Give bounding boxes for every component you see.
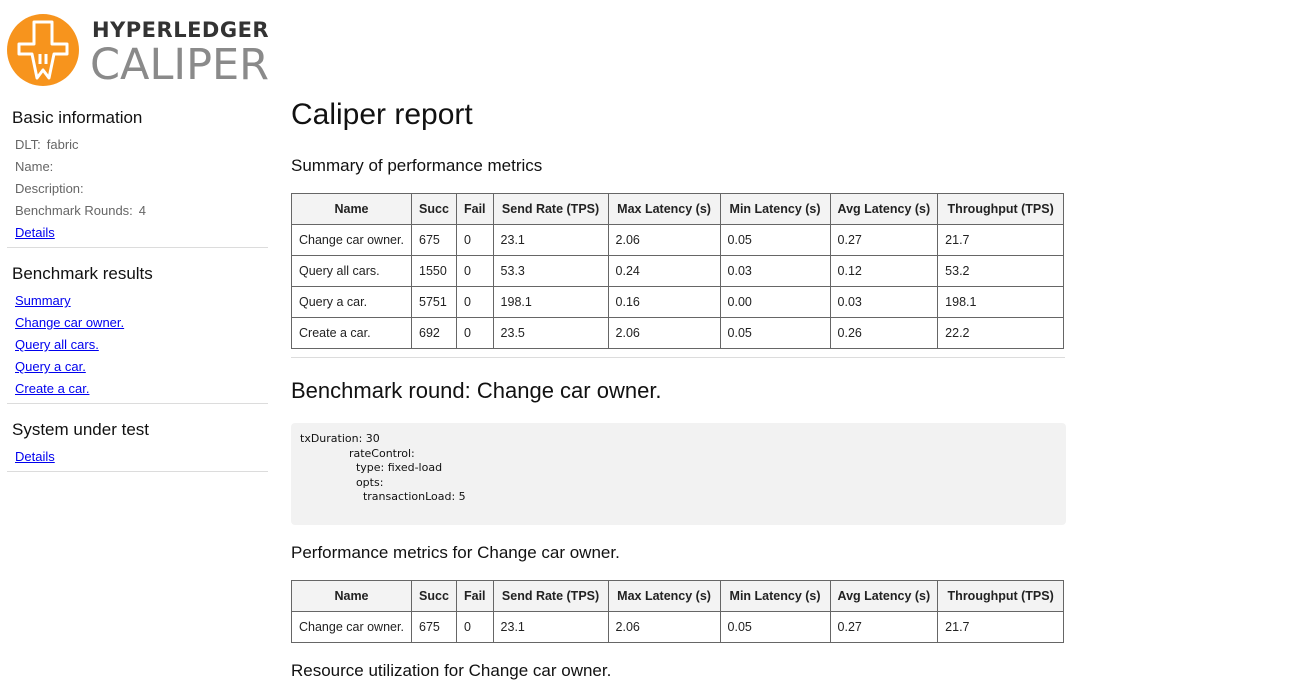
table-cell: 21.7	[938, 612, 1064, 643]
column-header: Succ	[412, 194, 457, 225]
table-cell: 0.05	[720, 318, 830, 349]
table-cell: 21.7	[938, 225, 1064, 256]
table-cell: 53.2	[938, 256, 1064, 287]
info-label: Benchmark Rounds:	[15, 203, 133, 218]
table-cell: Create a car.	[292, 318, 412, 349]
table-cell: 0.26	[830, 318, 938, 349]
table-cell: 0	[457, 256, 494, 287]
table-cell: 53.3	[493, 256, 608, 287]
results-link-summary[interactable]: Summary	[15, 293, 71, 308]
table-cell: 198.1	[938, 287, 1064, 318]
table-row	[292, 287, 1064, 318]
table-cell: Change car owner.	[292, 612, 412, 643]
column-header: Send Rate (TPS)	[493, 194, 608, 225]
table-cell: 0.03	[830, 287, 938, 318]
info-value: 4	[138, 203, 147, 218]
results-link-query-all-cars[interactable]: Query all cars.	[15, 337, 99, 352]
table-cell: 0.24	[608, 256, 720, 287]
info-row-description	[15, 178, 268, 200]
benchmark-round-heading: Benchmark round: Change car owner.	[291, 378, 662, 403]
info-label: DLT:	[15, 137, 41, 152]
info-value: fabric	[46, 137, 79, 152]
table-cell: 675	[412, 612, 457, 643]
system-under-test-title: System under test	[12, 420, 150, 439]
table-header-row	[292, 194, 1064, 225]
table-cell: 0.03	[720, 256, 830, 287]
results-link-change-car-owner[interactable]: Change car owner.	[15, 315, 125, 330]
results-link-create-a-car[interactable]: Create a car.	[15, 381, 90, 396]
table-cell: 198.1	[493, 287, 608, 318]
performance-table	[291, 580, 1064, 643]
table-cell: 23.5	[493, 318, 608, 349]
table-cell: 22.2	[938, 318, 1064, 349]
basic-information-section	[7, 107, 268, 248]
logo-text-hyperledger: HYPERLEDGER	[92, 18, 270, 42]
column-header: Send Rate (TPS)	[493, 581, 608, 612]
page-title: Caliper report	[291, 98, 473, 131]
table-cell: 0.05	[720, 225, 830, 256]
hyperledger-caliper-logo	[7, 14, 270, 90]
column-header: Name	[292, 581, 412, 612]
table-cell: 0	[457, 318, 494, 349]
table-cell: 0.00	[720, 287, 830, 318]
column-header: Fail	[457, 194, 494, 225]
table-cell: 0.12	[830, 256, 938, 287]
section-divider	[291, 357, 1065, 358]
column-header: Throughput (TPS)	[938, 581, 1064, 612]
table-cell: 1550	[412, 256, 457, 287]
table-cell: 0.05	[720, 612, 830, 643]
table-row	[292, 256, 1064, 287]
column-header: Name	[292, 194, 412, 225]
sut-details-link[interactable]: Details	[15, 449, 55, 464]
table-header-row	[292, 581, 1064, 612]
info-row-name	[15, 156, 268, 178]
summary-table	[291, 193, 1064, 349]
column-header: Succ	[412, 581, 457, 612]
info-label: Description:	[15, 181, 84, 196]
table-cell: Query a car.	[292, 287, 412, 318]
table-cell: 5751	[412, 287, 457, 318]
table-cell: 23.1	[493, 612, 608, 643]
table-cell: 675	[412, 225, 457, 256]
benchmark-results-section	[7, 263, 268, 404]
column-header: Fail	[457, 581, 494, 612]
basic-details-link[interactable]: Details	[15, 225, 55, 240]
column-header: Max Latency (s)	[608, 581, 720, 612]
basic-information-title: Basic information	[12, 108, 143, 127]
table-cell: 0	[457, 612, 494, 643]
column-header: Throughput (TPS)	[938, 194, 1064, 225]
table-cell: 2.06	[608, 318, 720, 349]
caliper-logo-icon	[7, 14, 79, 86]
column-header: Max Latency (s)	[608, 194, 720, 225]
column-header: Min Latency (s)	[720, 581, 830, 612]
table-cell: 692	[412, 318, 457, 349]
table-cell: 2.06	[608, 612, 720, 643]
table-cell: 0	[457, 225, 494, 256]
results-link-query-a-car[interactable]: Query a car.	[15, 359, 86, 374]
resource-utilization-heading: Resource utilization for Change car owner.	[291, 661, 612, 680]
table-cell: 0.27	[830, 225, 938, 256]
info-row-dlt	[15, 134, 268, 156]
logo-text-caliper: CALIPER	[90, 40, 270, 90]
table-cell: 0.16	[608, 287, 720, 318]
table-cell: Change car owner.	[292, 225, 412, 256]
round-config-block: txDuration: 30 rateControl: type: fixed-load opts: transactionLoad: 5	[291, 423, 1066, 525]
info-row-benchmark-rounds	[15, 200, 268, 222]
column-header: Avg Latency (s)	[830, 194, 938, 225]
table-row	[292, 225, 1064, 256]
column-header: Avg Latency (s)	[830, 581, 938, 612]
table-cell: 0	[457, 287, 494, 318]
table-row	[292, 612, 1064, 643]
summary-heading: Summary of performance metrics	[291, 156, 543, 175]
table-cell: Query all cars.	[292, 256, 412, 287]
sidebar	[0, 0, 275, 700]
performance-metrics-heading: Performance metrics for Change car owner.	[291, 543, 620, 562]
table-cell: 23.1	[493, 225, 608, 256]
table-cell: 0.27	[830, 612, 938, 643]
info-label: Name:	[15, 159, 54, 174]
table-cell: 2.06	[608, 225, 720, 256]
system-under-test-section	[7, 419, 268, 472]
benchmark-results-title: Benchmark results	[12, 264, 153, 283]
table-row	[292, 318, 1064, 349]
column-header: Min Latency (s)	[720, 194, 830, 225]
